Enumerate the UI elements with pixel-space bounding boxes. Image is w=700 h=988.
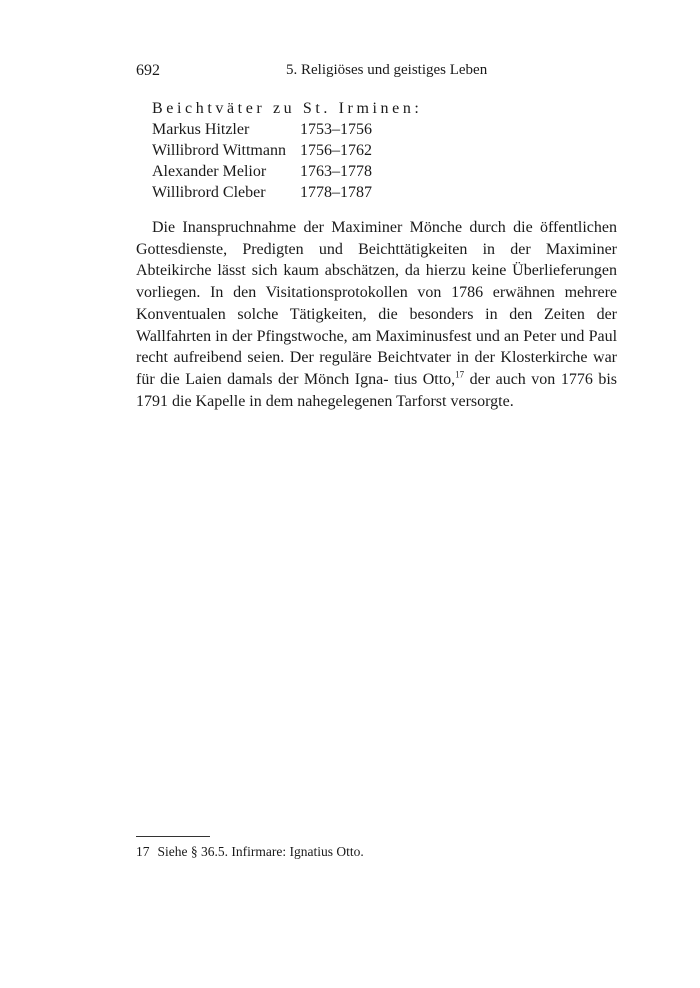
paragraph-line: Gottesdienste, Predigten und Beichttätigkeiten in der Maximiner Abteikirche xyxy=(136,240,617,280)
paragraph-line: Die Inanspruchnahme der Maximiner Mönche durch die öffentlichen xyxy=(152,219,617,236)
paragraph-line: Beichtvater in der Klosterkirche war für die Laien damals der Mönch Igna- xyxy=(136,349,617,388)
paragraph-line: am Maximinusfest und an Peter und Paul recht aufreibend seien. Der reguläre xyxy=(136,327,618,367)
confessor-row xyxy=(152,161,552,182)
confessor-name: Willibrord Cleber xyxy=(152,184,266,201)
confessor-years: 1753–1756 xyxy=(300,121,372,138)
paragraph-line: tius Otto, xyxy=(394,370,456,388)
confessor-name: Willibrord Wittmann xyxy=(152,142,286,159)
confessor-years: 1778–1787 xyxy=(300,184,372,201)
footnote-reference[interactable]: 17 xyxy=(455,369,465,380)
body-paragraph xyxy=(136,217,617,412)
confessor-row xyxy=(152,119,552,140)
footnote-divider xyxy=(136,836,210,837)
paragraph-line: Tarforst versorgte. xyxy=(396,392,514,410)
paragraph-line: den Visitationsprotokollen von 1786 erwähnen mehrere Konventualen solche xyxy=(136,284,617,323)
footnote xyxy=(136,844,364,860)
confessor-name: Alexander Melior xyxy=(152,163,267,180)
confessor-row xyxy=(152,182,552,203)
running-head: 5. Religiöses und geistiges Leben xyxy=(286,62,488,78)
confessor-name: Markus Hitzler xyxy=(152,121,250,138)
confessors-list xyxy=(152,98,552,203)
paragraph-line: Tätigkeiten, die besonders in den Zeiten der Wallfahrten in der Pfingstwoche, xyxy=(136,305,618,345)
footnote-number: 17 xyxy=(136,844,150,859)
page-number: 692 xyxy=(136,62,160,79)
confessor-years: 1756–1762 xyxy=(300,142,372,159)
confessor-years: 1763–1778 xyxy=(300,163,372,180)
paragraph-line: lässt sich kaum abschätzen, da hierzu keine Überlieferungen vorliegen. In xyxy=(136,262,617,302)
confessors-heading: Beichtväter zu St. Irminen: xyxy=(152,100,423,117)
confessor-row xyxy=(152,140,552,161)
paragraph-line: der auch von 1776 bis 1791 die Kapelle in dem nahegelegenen xyxy=(136,370,618,410)
footnote-text: Siehe § 36.5. Infirmare: Ignatius Otto. xyxy=(157,844,364,859)
